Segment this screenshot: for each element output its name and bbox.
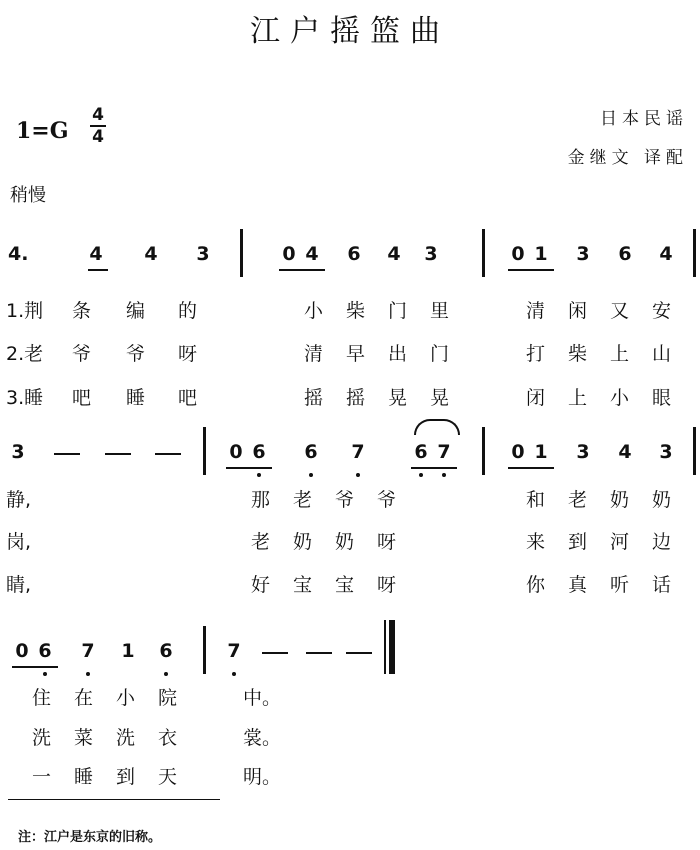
note: 4 [618, 441, 632, 463]
lyric: 的 [178, 300, 198, 322]
note: 1 [534, 243, 548, 265]
note: 3 [576, 243, 590, 265]
lyric: 闭 [526, 387, 546, 409]
dash [155, 453, 181, 455]
origin-credit: 日本民谣 [600, 109, 688, 129]
final-barline-thick [389, 620, 395, 674]
dash [306, 652, 332, 654]
lyric: 爷 [72, 343, 92, 365]
note: 4 [387, 243, 401, 265]
lyric: 编 [126, 300, 146, 322]
lyric: 天 [158, 766, 178, 788]
lyric: 呀 [377, 574, 397, 596]
lyric: 静, [6, 489, 32, 511]
lyric: 爷 [377, 489, 397, 511]
note: 0 [511, 441, 525, 463]
low-octave-dot [257, 473, 261, 477]
lyric: 3.睡 [6, 387, 44, 409]
lyric: 宝 [293, 574, 313, 596]
barline [693, 229, 696, 277]
note: 7 [351, 441, 365, 463]
lyric: 听 [610, 574, 630, 596]
lyric: 好 [251, 574, 271, 596]
dash [262, 652, 288, 654]
dash [105, 453, 131, 455]
barline [240, 229, 243, 277]
note: 4 [659, 243, 673, 265]
note: 1 [121, 640, 135, 662]
lyric: 柴 [346, 300, 366, 322]
lyric: 一 [32, 766, 52, 788]
note: 0 [15, 640, 29, 662]
lyric: 爷 [335, 489, 355, 511]
lyric: 睡 [74, 766, 94, 788]
footnote-divider [8, 799, 220, 800]
dash [346, 652, 372, 654]
barline [693, 427, 696, 475]
translator-credit: 金继文 译配 [567, 148, 688, 168]
lyric: 来 [526, 531, 546, 553]
lyric: 爷 [126, 343, 146, 365]
lyric: 边 [652, 531, 672, 553]
note: 3 [576, 441, 590, 463]
underline [12, 666, 58, 668]
lyric: 你 [526, 574, 546, 596]
lyric: 裳。 [243, 727, 282, 749]
lyric: 奶 [610, 489, 630, 511]
lyric: 岗, [6, 531, 32, 553]
note: 0 [229, 441, 243, 463]
lyric: 明。 [243, 766, 282, 788]
lyric: 摇 [346, 387, 366, 409]
lyric: 菜 [74, 727, 94, 749]
song-title: 江户摇篮曲 [250, 14, 450, 49]
lyric: 吧 [72, 387, 92, 409]
note: 3 [11, 441, 25, 463]
lyric: 门 [430, 343, 450, 365]
lyric: 摇 [304, 387, 324, 409]
low-octave-dot [164, 672, 168, 676]
lyric: 吧 [178, 387, 198, 409]
time-sig-top: 4 [92, 105, 104, 125]
lyric: 院 [158, 687, 178, 709]
lyric: 2.老 [6, 343, 44, 365]
tie-arc [414, 419, 460, 435]
underline [508, 269, 554, 271]
note: 4 [89, 243, 103, 265]
lyric: 晃 [430, 387, 450, 409]
note: 4 [144, 243, 158, 265]
note: 0 [282, 243, 296, 265]
low-octave-dot [442, 473, 446, 477]
lyric: 1.荆 [6, 300, 44, 322]
lyric: 老 [568, 489, 588, 511]
lyric: 睡 [126, 387, 146, 409]
time-signature [90, 106, 106, 146]
note: 0 [511, 243, 525, 265]
low-octave-dot [419, 473, 423, 477]
barline [482, 229, 485, 277]
lyric: 奶 [293, 531, 313, 553]
lyric: 真 [568, 574, 588, 596]
note: 7 [227, 640, 241, 662]
note: 6 [304, 441, 318, 463]
lyric: 奶 [335, 531, 355, 553]
note: 4 [305, 243, 319, 265]
lyric: 奶 [652, 489, 672, 511]
lyric: 上 [610, 343, 630, 365]
lyric: 闲 [568, 300, 588, 322]
lyric: 在 [74, 687, 94, 709]
underline [508, 467, 554, 469]
dash [54, 453, 80, 455]
lyric: 门 [388, 300, 408, 322]
note: 3 [659, 441, 673, 463]
lyric: 柴 [568, 343, 588, 365]
low-octave-dot [232, 672, 236, 676]
lyric: 呀 [377, 531, 397, 553]
lyric: 清 [526, 300, 546, 322]
lyric: 那 [251, 489, 271, 511]
lyric: 又 [610, 300, 630, 322]
lyric: 小 [116, 687, 136, 709]
note: 7 [437, 441, 451, 463]
lyric: 小 [610, 387, 630, 409]
lyric: 老 [251, 531, 271, 553]
low-octave-dot [43, 672, 47, 676]
note: 1 [534, 441, 548, 463]
lyric: 清 [304, 343, 324, 365]
lyric: 洗 [116, 727, 136, 749]
lyric: 住 [32, 687, 52, 709]
lyric: 里 [430, 300, 450, 322]
lyric: 到 [116, 766, 136, 788]
note: 6 [618, 243, 632, 265]
note: 7 [81, 640, 95, 662]
underline [279, 269, 325, 271]
lyric: 小 [304, 300, 324, 322]
note: 6 [252, 441, 266, 463]
note: 6 [38, 640, 52, 662]
lyric: 睛, [6, 574, 32, 596]
low-octave-dot [86, 672, 90, 676]
time-sig-bottom: 4 [92, 127, 104, 147]
lyric: 呀 [178, 343, 198, 365]
low-octave-dot [309, 473, 313, 477]
lyric: 中。 [243, 687, 282, 709]
barline [203, 427, 206, 475]
lyric: 山 [652, 343, 672, 365]
lyric: 眼 [652, 387, 672, 409]
lyric: 到 [568, 531, 588, 553]
lyric: 衣 [158, 727, 178, 749]
lyric: 早 [346, 343, 366, 365]
lyric: 上 [568, 387, 588, 409]
note: 6 [347, 243, 361, 265]
underline [411, 467, 457, 469]
barline [482, 427, 485, 475]
note: 3 [196, 243, 210, 265]
lyric: 安 [652, 300, 672, 322]
note: 4. [8, 243, 29, 265]
key-signature: 1=G [16, 118, 69, 144]
lyric: 宝 [335, 574, 355, 596]
lyric: 话 [652, 574, 672, 596]
lyric: 条 [72, 300, 92, 322]
footnote: 注：江户是东京的旧称。 [18, 830, 162, 845]
note: 6 [159, 640, 173, 662]
tempo-marking: 稍慢 [10, 185, 46, 206]
lyric: 河 [610, 531, 630, 553]
lyric: 打 [526, 343, 546, 365]
lyric: 洗 [32, 727, 52, 749]
lyric: 出 [388, 343, 408, 365]
low-octave-dot [356, 473, 360, 477]
note: 3 [424, 243, 438, 265]
barline [203, 626, 206, 674]
lyric: 晃 [388, 387, 408, 409]
lyric: 和 [526, 489, 546, 511]
final-barline-thin [384, 620, 386, 674]
underline [88, 269, 108, 271]
note: 6 [414, 441, 428, 463]
underline [226, 467, 272, 469]
lyric: 老 [293, 489, 313, 511]
